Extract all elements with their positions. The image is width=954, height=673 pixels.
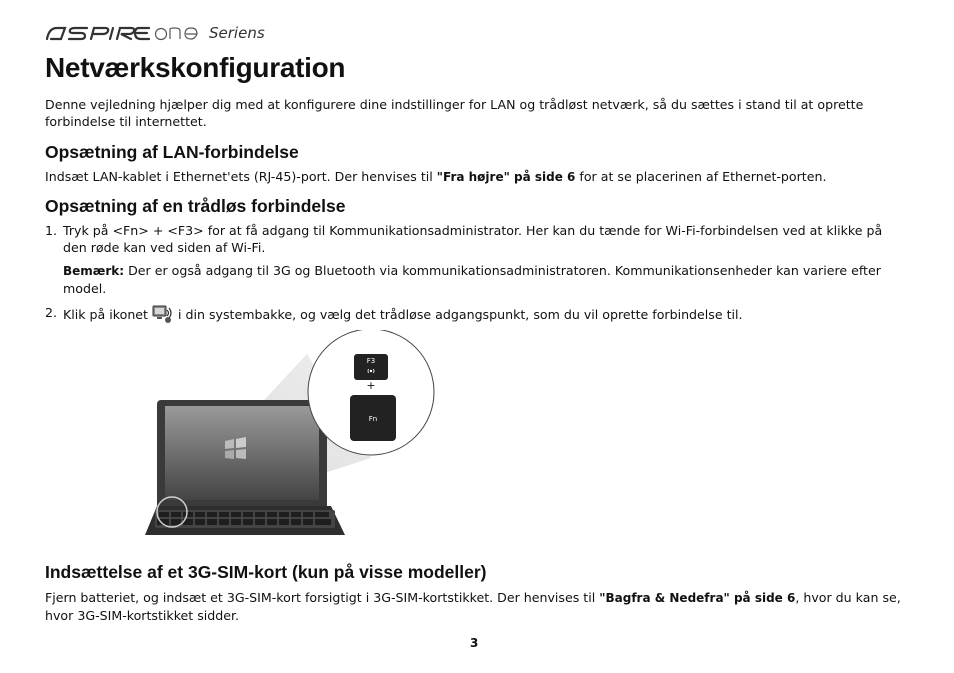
network-tray-icon xyxy=(152,304,174,324)
page-number: 3 xyxy=(470,636,479,650)
lan-reference-link[interactable]: "Fra højre" på side 6 xyxy=(436,170,576,184)
brand-series: Seriens xyxy=(209,24,265,42)
brand-header xyxy=(45,20,265,44)
svg-text:F3: F3 xyxy=(366,357,376,365)
step-2-number: 2. xyxy=(45,305,58,320)
sim-heading: Indsættelse af et 3G-SIM-kort (kun på visse modeller) xyxy=(45,562,487,582)
zoom-callout xyxy=(308,330,434,455)
step-1-text: Tryk på <Fn> + <F3> for at få adgang til Kommunikationsadministrator. Her kan du tænde for Wi-Fi-forbindelsen ved at klikke på den røde kan ved siden af Wi-Fi. xyxy=(63,223,883,255)
laptop-keyboard-figure xyxy=(135,330,445,545)
wireless-heading: Opsætning af en trådløs forbindelse xyxy=(45,196,346,216)
sim-reference-link[interactable]: "Bagfra & Nedefra" på side 6 xyxy=(599,591,796,605)
page-title: Netværkskonfiguration xyxy=(45,52,346,83)
svg-text:Fn: Fn xyxy=(368,415,378,423)
lan-paragraph: Indsæt LAN-kablet i Ethernet'ets (RJ-45)-port. Der henvises til "Fra højre" på side 6 for at se placerinen af Ethernet-porten. xyxy=(45,169,827,184)
note-paragraph: Bemærk: Der er også adgang til 3G og Bluetooth via kommunikationsadministratoren. Kommunikationsenheder kan variere efter model. xyxy=(63,263,881,296)
intro-paragraph: Denne vejledning hjælper dig med at konfigurere dine indstillinger for LAN og trådløst netværk, så du sættes i stand til at oprette forbindelse til internettet. xyxy=(45,97,864,129)
note-label: Bemærk: xyxy=(63,264,125,278)
plus-sign: + xyxy=(366,379,376,392)
sim-paragraph: Fjern batteriet, og indsæt et 3G-SIM-kort forsigtigt i 3G-SIM-kortstikket. Der henvises til "Bagfra & Nedefra" på side 6, hvor du kan se, hvor 3G-SIM-kortstikket sidder. xyxy=(45,590,901,623)
step-2-text: Klik på ikonet i din systembakke, og vælg det trådløse adgangspunkt, som du vil oprette forbindelse til. xyxy=(63,304,908,324)
step-1-number: 1. xyxy=(45,223,58,238)
lan-heading: Opsætning af LAN-forbindelse xyxy=(45,142,299,162)
aspire-one-logo xyxy=(45,22,203,42)
